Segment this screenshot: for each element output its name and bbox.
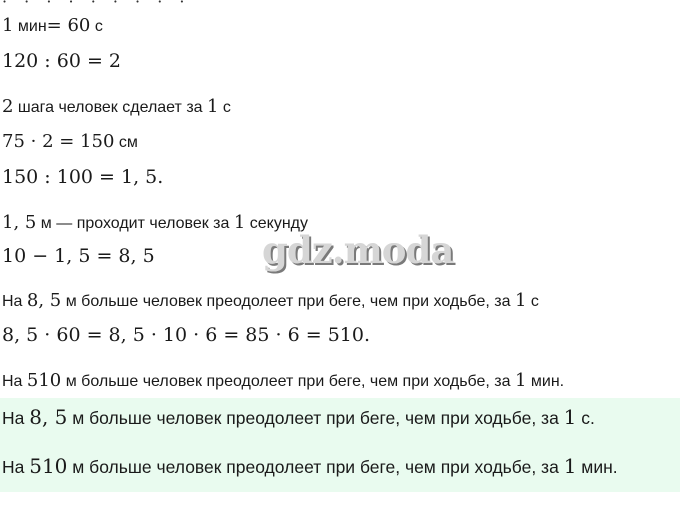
watermark-logo: gdz.moda (262, 228, 454, 272)
answer-line-1: На 8, 5 м больше человек преодолеет при беге, чем при ходьбе, за 1 с. (2, 405, 595, 429)
cropped-top-text: · · · · · · · · · (2, 0, 191, 11)
answer-line-2: На 510 м больше человек преодолеет при беге, чем при ходьбе, за 1 мин. (2, 454, 618, 478)
solution-line-8: На 8, 5 м больше человек преодолеет при беге, чем при ходьбе, за 1 с (2, 290, 539, 311)
solution-line-7: 10 − 1, 5 = 8, 5 (2, 245, 155, 267)
solution-line-10: На 510 м больше человек преодолеет при беге, чем при ходьбе, за 1 мин. (2, 370, 565, 391)
solution-line-5: 150 : 100 = 1, 5. (2, 166, 164, 188)
solution-line-1: 1 мин= 60 с (2, 15, 103, 36)
solution-line-6: 1, 5 м — проходит человек за 1 секунду (2, 212, 309, 233)
solution-line-2: 120 : 60 = 2 (2, 50, 122, 72)
solution-line-3: 2 шага человек сделает за 1 с (2, 96, 231, 117)
solution-line-9: 8, 5 · 60 = 8, 5 · 10 · 6 = 85 · 6 = 510. (2, 324, 370, 346)
solution-line-4: 75 · 2 = 150 см (2, 131, 138, 152)
answer-block (0, 398, 680, 492)
